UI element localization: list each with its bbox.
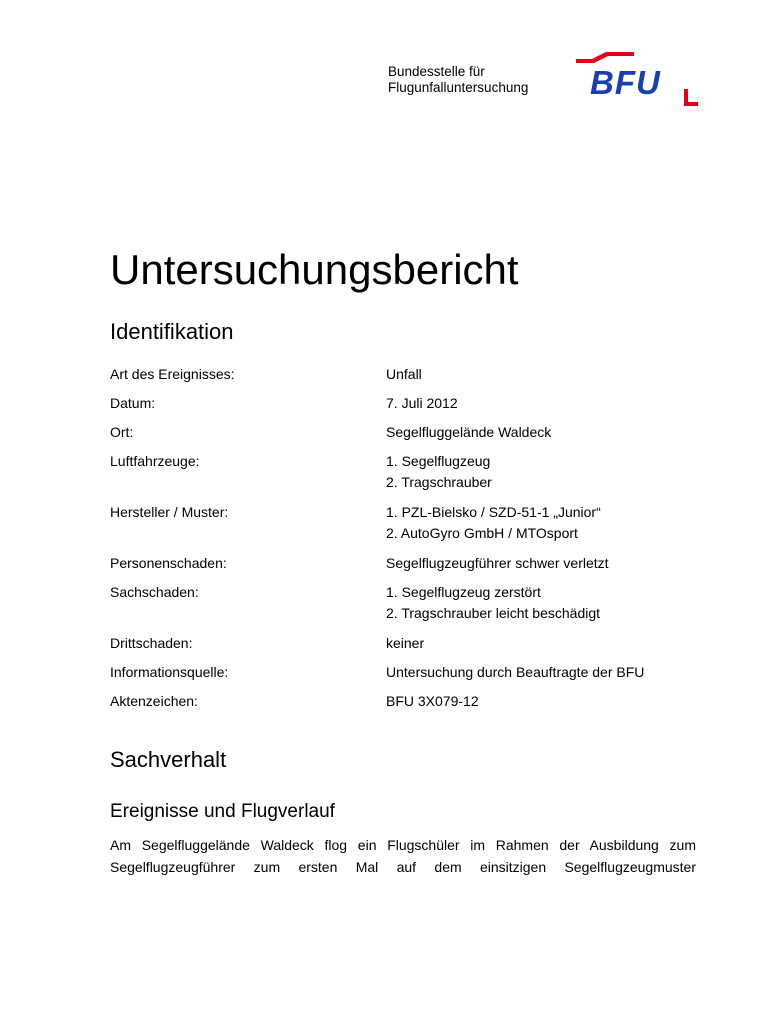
identification-value [386, 393, 706, 414]
events-paragraph [110, 834, 696, 878]
identification-label: Datum: [110, 395, 156, 411]
page-title: Untersuchungsbericht [110, 246, 519, 293]
identification-value-line: BFU 3X079-12 [386, 693, 479, 709]
identification-label: Personenschaden: [110, 555, 227, 571]
identification-value-line: Untersuchung durch Beauftragte der BFU [386, 664, 645, 680]
identification-label: Sachschaden: [110, 584, 199, 600]
bfu-logo [572, 50, 702, 110]
identification-value-line: 1. PZL-Bielsko / SZD-51-1 „Junior“ [386, 504, 601, 520]
identification-value [386, 502, 706, 544]
identification-value-line: keiner [386, 635, 425, 651]
identification-value [386, 451, 706, 493]
identification-label: Ort: [110, 424, 134, 440]
section-heading-facts: Sachverhalt [110, 747, 227, 772]
identification-label: Informationsquelle: [110, 664, 229, 680]
paragraph-line: Segelflugzeugführer zum ersten Mal auf dem einsitzigen Segelflugzeugmuster [110, 859, 696, 875]
logo-text: BFU [590, 64, 661, 101]
identification-label: Art des Ereignisses: [110, 366, 235, 382]
organization-name [388, 64, 528, 96]
identification-label: Aktenzeichen: [110, 693, 198, 709]
identification-label: Drittschaden: [110, 635, 193, 651]
identification-value-line: 1. Segelflugzeug [386, 453, 491, 469]
subsection-heading-events: Ereignisse und Flugverlauf [110, 801, 335, 822]
identification-value-line: 2. AutoGyro GmbH / MTOsport [386, 525, 578, 541]
organization-name-line2: Flugunfalluntersuchung [388, 80, 529, 95]
identification-value-line: Unfall [386, 366, 422, 382]
identification-value [386, 582, 706, 624]
identification-value-line: Segelflugzeugführer schwer verletzt [386, 555, 609, 571]
identification-value-line: Segelfluggelände Waldeck [386, 424, 552, 440]
identification-value [386, 364, 706, 385]
identification-label: Luftfahrzeuge: [110, 453, 200, 469]
identification-value-line: 7. Juli 2012 [386, 395, 458, 411]
identification-value-line: 2. Tragschrauber leicht beschädigt [386, 605, 601, 621]
identification-value-line: 2. Tragschrauber [386, 474, 492, 490]
organization-name-line1: Bundesstelle für [388, 64, 485, 79]
identification-value [386, 633, 706, 654]
section-heading-identification: Identifikation [110, 319, 234, 344]
paragraph-line: Am Segelfluggelände Waldeck flog ein Flugschüler im Rahmen der Ausbildung zum [110, 837, 696, 853]
identification-value [386, 553, 706, 574]
identification-value-line: 1. Segelflugzeug zerstört [386, 584, 541, 600]
bfu-logo-graphic [572, 50, 702, 110]
identification-value [386, 691, 706, 712]
identification-label: Hersteller / Muster: [110, 504, 229, 520]
identification-value [386, 662, 706, 683]
identification-value [386, 422, 706, 443]
